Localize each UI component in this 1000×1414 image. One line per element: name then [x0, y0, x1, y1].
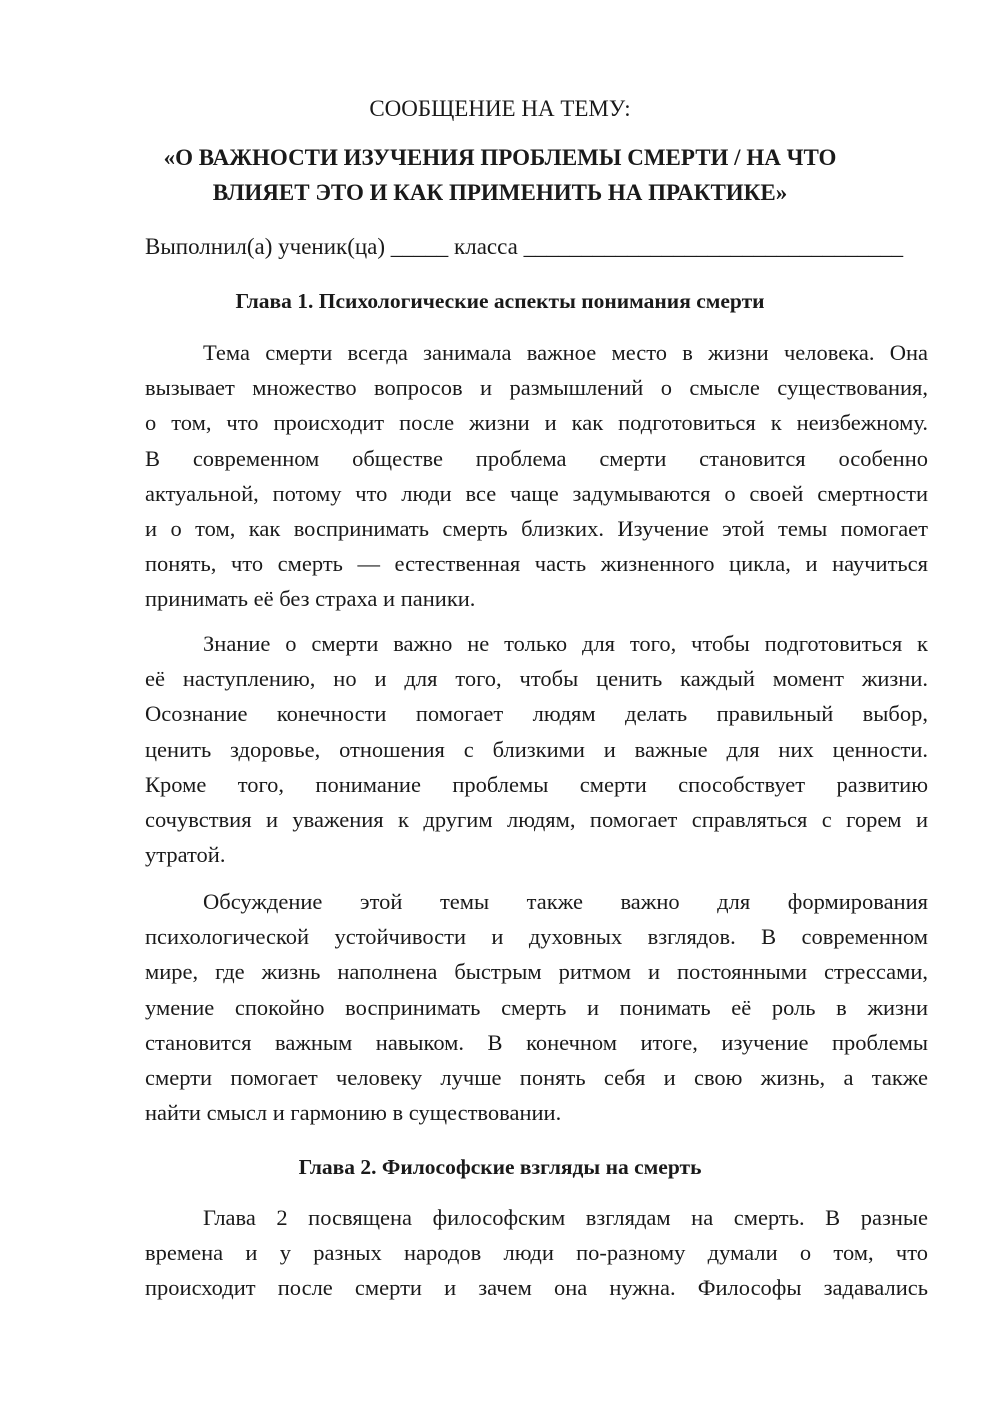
text-line: и о том, как воспринимать смерть близких. Изучение этой темы помогает	[145, 515, 928, 541]
text-line: найти смысл и гармонию в существовании.	[145, 1100, 562, 1126]
text-line: смерти помогает человеку лучше понять себя и свою жизнь, а также	[145, 1064, 928, 1090]
text-line: понять, что смерть — естественная часть жизненного цикла, и научиться	[145, 551, 928, 577]
title-line: «О ВАЖНОСТИ ИЗУЧЕНИЯ ПРОБЛЕМЫ СМЕРТИ / НА ЧТО	[163, 145, 837, 170]
text-line: становится важным навыком. В конечном итоге, изучение проблемы	[145, 1029, 928, 1055]
text-line: о том, что происходит после жизни и как подготовиться к неизбежному.	[145, 410, 928, 436]
text-line: времена и у разных народов люди по-разному думали о том, что	[145, 1240, 928, 1266]
document-header: СООБЩЕНИЕ НА ТЕМУ:	[369, 96, 631, 121]
text-line: утратой.	[145, 842, 226, 868]
text-line: ценить здоровье, отношения с близкими и важные для них ценности.	[145, 736, 928, 762]
chapter-1-heading: Глава 1. Психологические аспекты понимания смерти	[235, 289, 765, 313]
text-line: психологической устойчивости и духовных взглядов. В современном	[145, 924, 928, 950]
text-line: мире, где жизнь наполнена быстрым ритмом и постоянными стрессами,	[145, 959, 928, 985]
chapter-2-paragraph-1	[145, 1200, 928, 1306]
chapter-1-paragraph-1	[145, 335, 928, 617]
text-line: Кроме того, понимание проблемы смерти способствует развитию	[145, 771, 928, 797]
text-line: умение спокойно воспринимать смерть и понимать её роль в жизни	[145, 994, 928, 1020]
text-line: принимать её без страха и паники.	[145, 586, 476, 612]
author-line: Выполнил(а) ученик(ца) _____ класса _________________________________	[145, 234, 904, 259]
document-title	[0, 140, 1000, 210]
text-line: В современном обществе проблема смерти становится особенно	[145, 445, 928, 471]
text-line: её наступлению, но и для того, чтобы ценить каждый момент жизни.	[145, 666, 928, 692]
text-line: Осознание конечности помогает людям делать правильный выбор,	[145, 701, 928, 727]
text-line: происходит после смерти и зачем она нужна. Философы задавались	[145, 1275, 928, 1301]
chapter-2-heading: Глава 2. Философские взгляды на смерть	[298, 1155, 702, 1179]
text-line: Знание о смерти важно не только для того, чтобы подготовиться к	[203, 631, 928, 656]
chapter-1-paragraph-3	[145, 884, 928, 1130]
text-line: Тема смерти всегда занимала важное место в жизни человека. Она	[203, 340, 928, 365]
text-line: вызывает множество вопросов и размышлений о смысле существования,	[145, 375, 928, 401]
text-line: Глава 2 посвящена философским взглядам на смерть. В разные	[203, 1205, 928, 1230]
chapter-1-paragraph-2	[145, 626, 928, 872]
text-line: Обсуждение этой темы также важно для формирования	[203, 889, 928, 914]
text-line: сочувствия и уважения к другим людям, помогает справляться с горем и	[145, 806, 928, 832]
text-line: актуальной, потому что люди все чаще задумываются о своей смертности	[145, 480, 928, 506]
title-line: ВЛИЯЕТ ЭТО И КАК ПРИМЕНИТЬ НА ПРАКТИКЕ»	[212, 180, 788, 205]
